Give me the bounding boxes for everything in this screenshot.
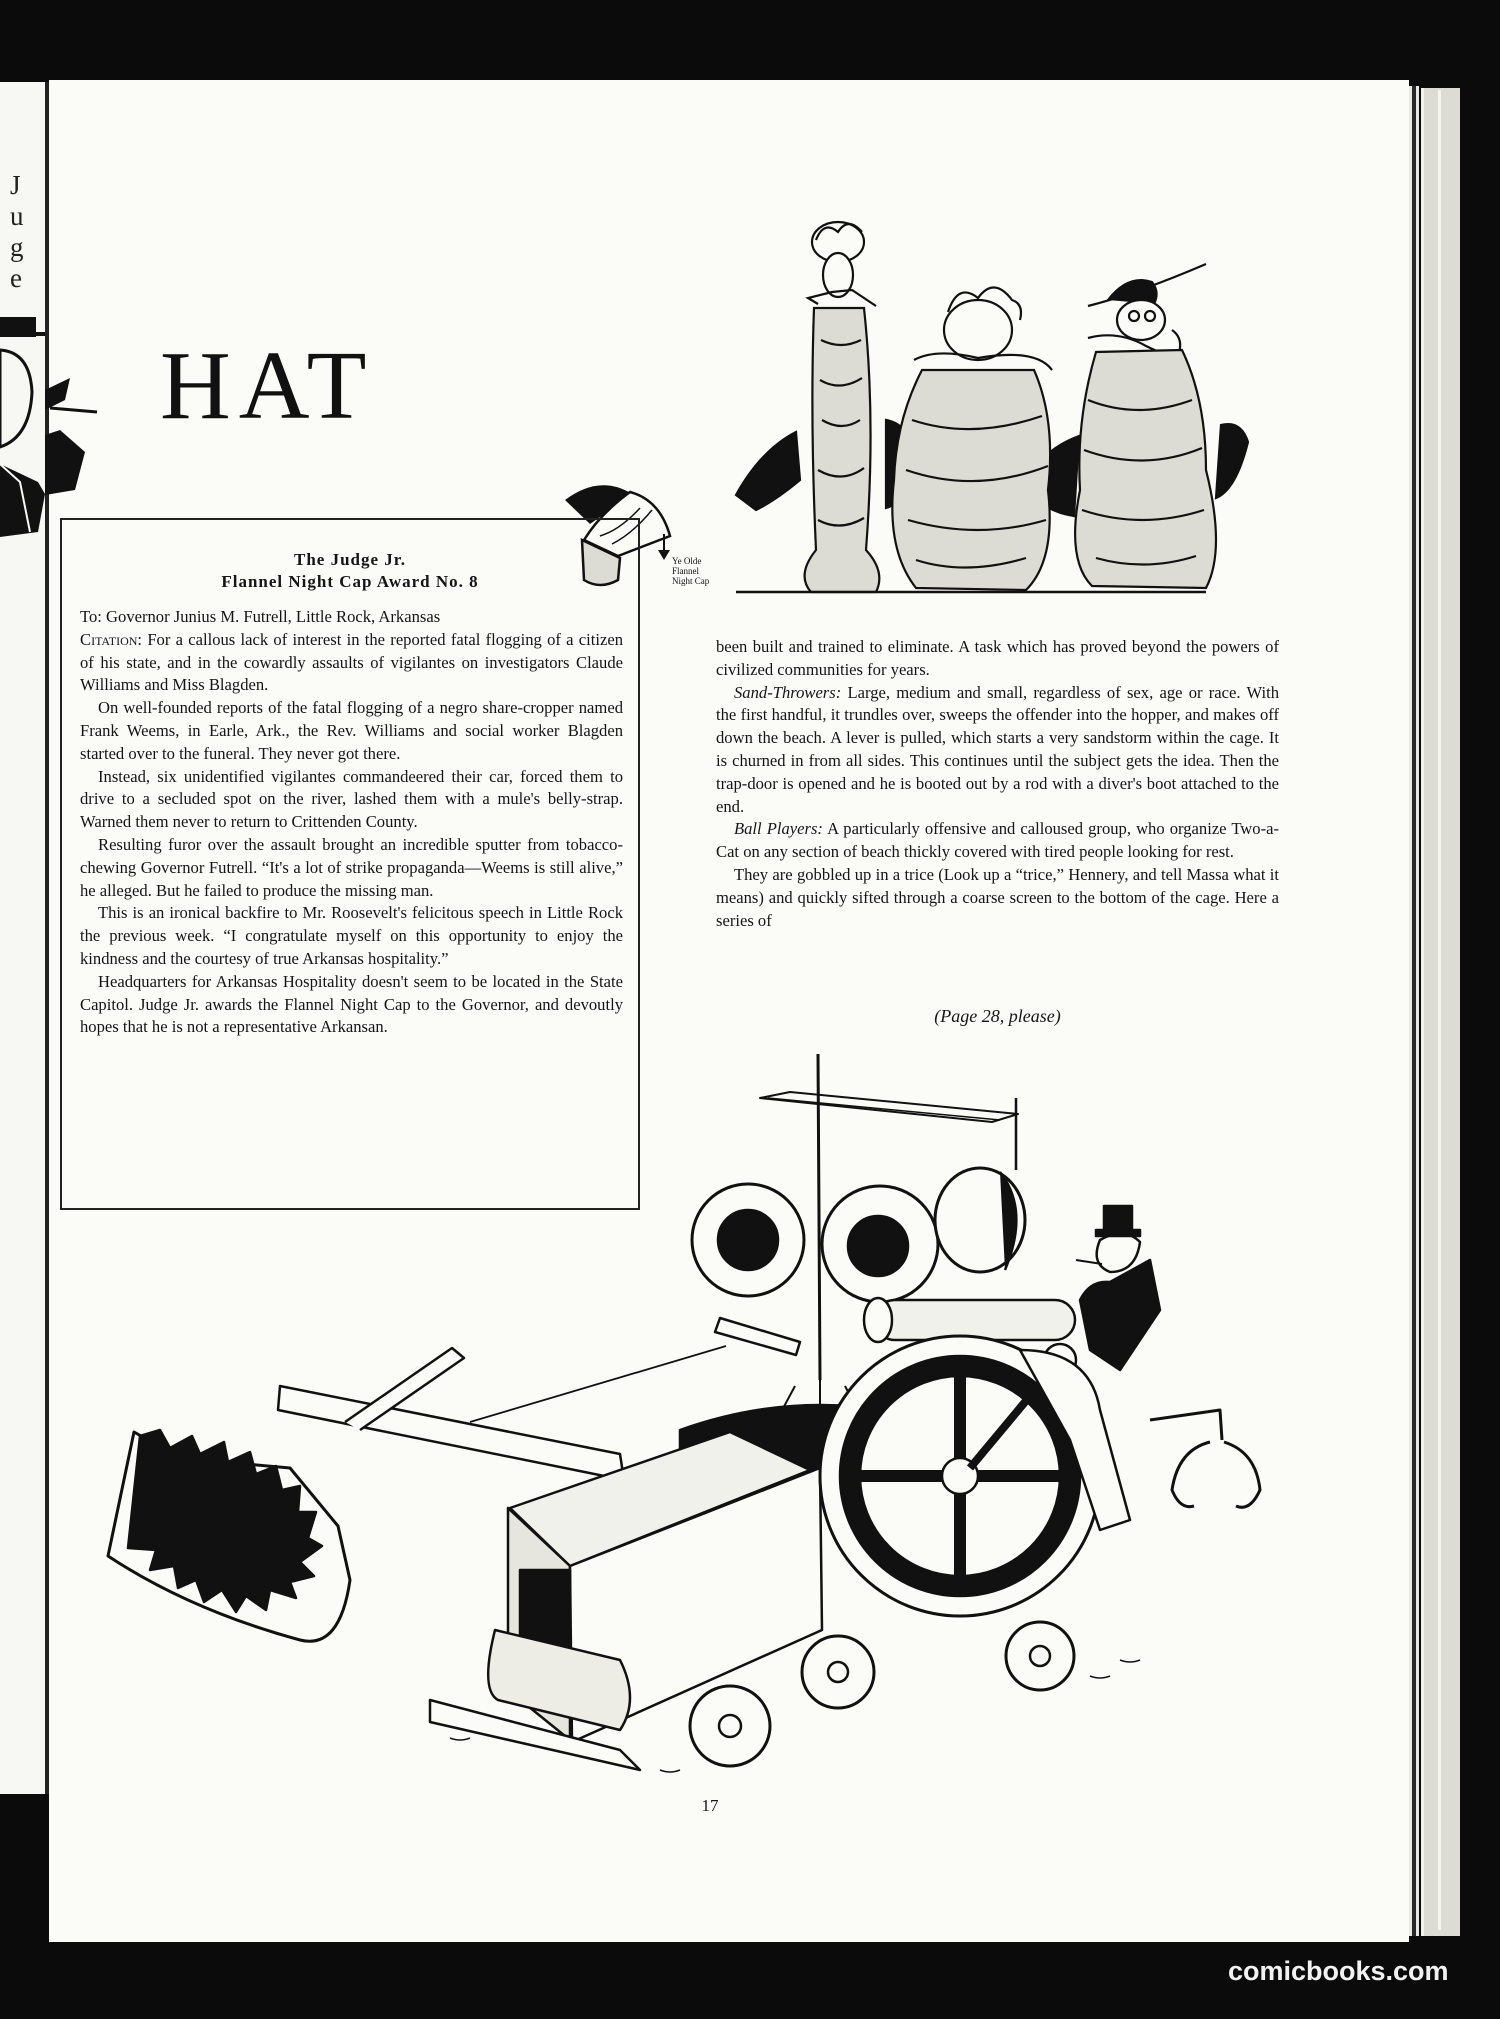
award-paragraph: Headquarters for Arkansas Hospitality doesn't seem to be located in the State Capitol. Judge Jr. awards the Flannel Night Cap to the Governor, and devoutly hopes that he is not a representative Arkansan. [80, 971, 623, 1037]
cigarette-holder-figure [45, 360, 105, 500]
award-paragraph: Resulting furor over the assault brought an incredible sputter from tobacco-chewing Governor Futrell. “It's a lot of strike propaganda—Weems is still alive,” he alleged. But he failed to produce the missing man. [80, 834, 623, 900]
citation-label: Citation: [80, 629, 143, 649]
page-headline: HAT [160, 332, 375, 440]
article-right-column [716, 636, 1279, 932]
cap-caption-line2: Flannel [672, 566, 699, 576]
article-paragraph [716, 818, 1279, 864]
book-edge-line [1438, 90, 1441, 1930]
ball-players-text: A particularly offensive and calloused group, who organize Two-a-Cat on any section of beach thickly covered with tired people looking for rest. [716, 819, 1279, 862]
ball-players-label: Ball Players: [734, 819, 823, 839]
award-title-line1: The Judge Jr. [293, 550, 407, 569]
article-paragraph: They are gobbled up in a trice (Look up a “trice,” Hennery, and tell Massa what it means) and quickly sifted through a coarse screen to the bottom of the cage. Here a series of [716, 864, 1279, 930]
award-paragraph: This is an ironical backfire to Mr. Roosevelt's felicitous speech in Little Rock the previous week. “I congratulate myself on this opportunity to enjoy the kindness and the courtesy of true Arkansas hospitality.” [80, 903, 623, 968]
cap-caption-line3: Night Cap [672, 576, 710, 586]
continuation-note: (Page 28, please) [934, 1006, 1061, 1026]
three-bathers-illustration [736, 220, 1276, 600]
article-paragraph [716, 682, 1279, 819]
award-paragraph: Instead, six unidentified vigilantes commandeered their car, forced them to drive to a secluded spot on the river, lashed them with a mule's belly-strap. Warned them never to return to Crittenden County. [80, 766, 623, 832]
award-title-line2: Flannel Night Cap Award No. 8 [221, 572, 479, 591]
award-paragraph: On well-founded reports of the fatal flogging of a negro share-cropper named Frank Weems, in Earle, Ark., the Rev. Williams and social worker Blagden started over to the funeral. They never got there. [80, 698, 623, 763]
award-citation-paragraph [80, 629, 623, 697]
article-paragraph: been built and trained to eliminate. A task which has proved beyond the powers of civilized communities for years. [716, 637, 1279, 679]
sand-throwers-text: Large, medium and small, regardless of sex, age or race. With the first handful, it trundles over, sweeps the offender into the hopper, and makes off down the beach. A lever is pulled, which starts a very sandstorm within the cage. It is churned in from all sides. This continues until the subject gets the idea. Then the trap-door is opened and he is booted out by a rod with a diver's boot attached to the end. [716, 682, 1279, 816]
previous-page-figure [0, 232, 45, 592]
page-edge-shadow [1412, 86, 1416, 1936]
previous-page-fragment [0, 82, 45, 1794]
award-recipient-line: To: Governor Junius M. Futrell, Little Rock, Arkansas [80, 607, 441, 626]
watermark-text: comicbooks.com [1228, 1956, 1449, 1986]
sand-throwers-label: Sand-Throwers: [734, 682, 842, 702]
beach-machine-illustration [100, 1050, 1280, 1790]
cap-caption-line1: Ye Olde [672, 556, 702, 566]
previous-page-text: J u g e [10, 170, 28, 293]
award-body-text [80, 606, 623, 1039]
page-number: 17 [701, 1796, 719, 1815]
citation-text: For a callous lack of interest in the reported fatal flogging of a citizen of his state, and in the cowardly assaults of vigilantes on investigators Claude Williams and Miss Blagden. [80, 629, 623, 695]
